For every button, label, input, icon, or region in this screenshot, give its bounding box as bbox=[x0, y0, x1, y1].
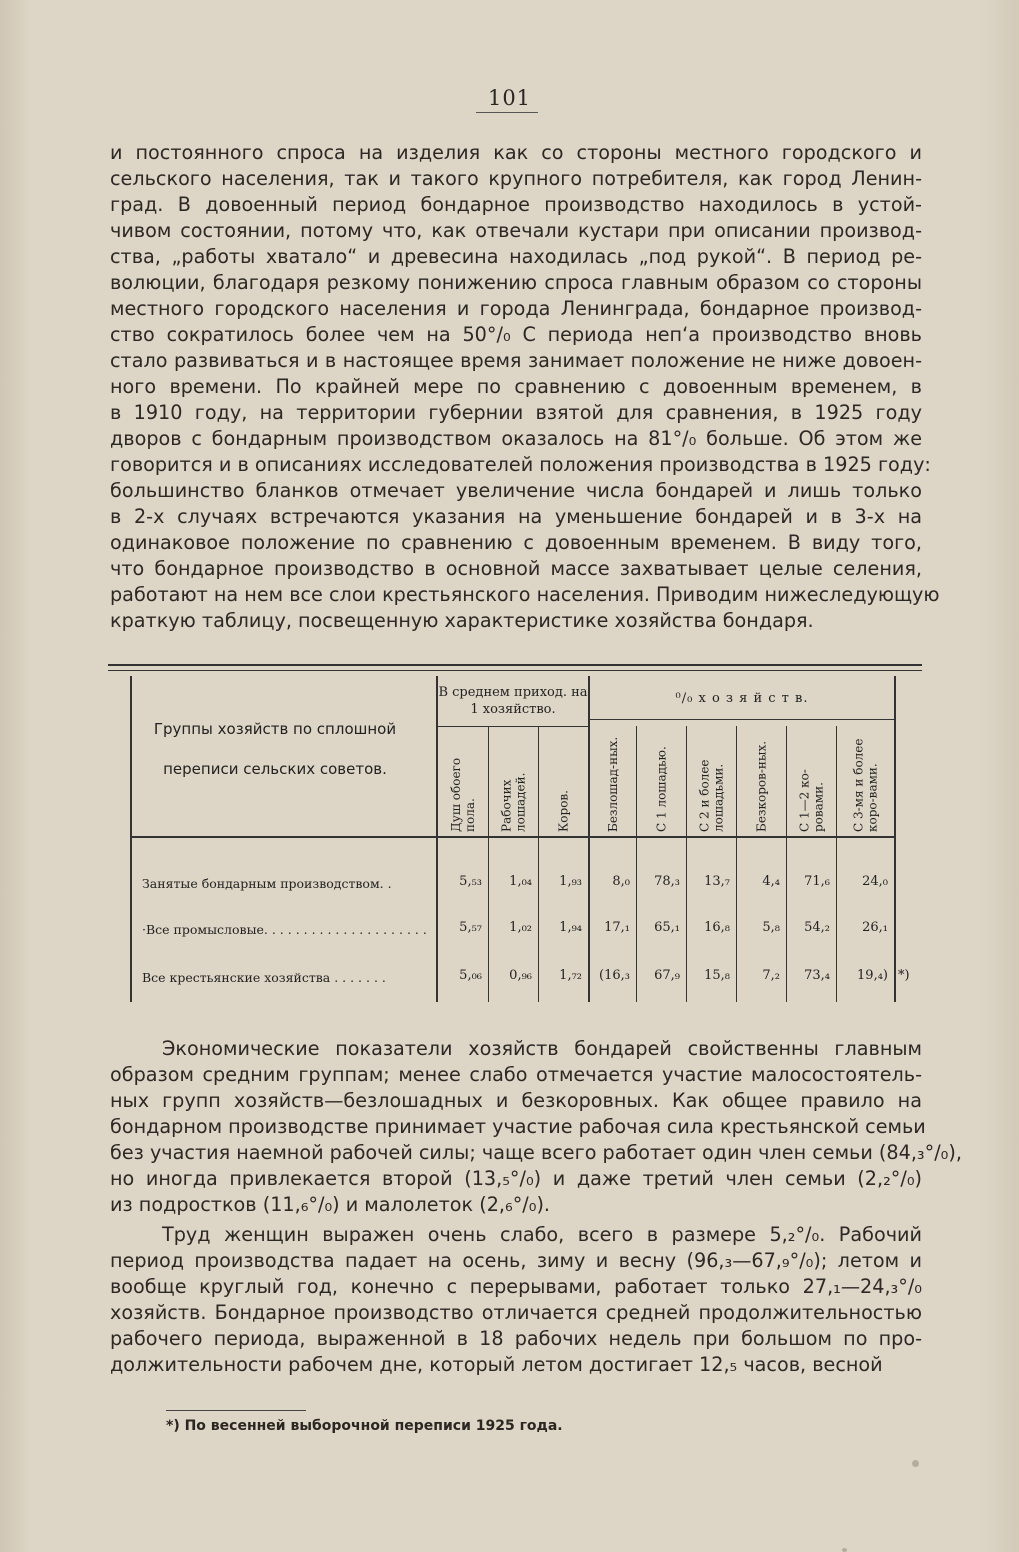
text-line: вообще круглый год, конечно с перерывами, работает только 27,₁—24,₃°/₀ bbox=[110, 1275, 922, 1298]
table-cell: 24,₀ bbox=[862, 874, 888, 889]
column-header: С 1—2 ко-ровами. bbox=[797, 769, 826, 832]
table-cell: 71,₆ bbox=[804, 874, 830, 889]
text-line: ного времени. По крайней мере по сравнению с довоенным временем, в bbox=[110, 375, 922, 398]
table-vline bbox=[636, 726, 637, 1002]
text-line: хозяйств. Бондарное производство отличается средней продолжительностью bbox=[110, 1301, 922, 1324]
text-line: работают на нем все слои крестьянского населения. Приводим нижеследующую bbox=[110, 583, 940, 606]
text-line: ство сократилось более чем на 50°/₀ С периода неп‘а производство вновь bbox=[110, 323, 922, 346]
table-cell: 1,₀₂ bbox=[509, 920, 532, 935]
text-line: ных групп хозяйств—безлошадных и безкоровных. Как общее правило на bbox=[110, 1089, 922, 1112]
table-cell: 16,₈ bbox=[704, 920, 730, 935]
row-label: ·Все промысловые. . . . . . . . . . . . . . . . . . . . . bbox=[142, 922, 427, 937]
table-cell: 67,₉ bbox=[654, 968, 680, 983]
text-line: но иногда привлекается второй (13,₅°/₀) и даже третий член семьи (2,₂°/₀) bbox=[110, 1167, 922, 1190]
text-line: бондарном производстве принимает участие рабочая сила крестьянской семьи bbox=[110, 1115, 926, 1138]
table-vline bbox=[488, 726, 489, 1002]
table-cell: 26,₁ bbox=[862, 920, 888, 935]
row-label: Все крестьянские хозяйства . . . . . . . bbox=[142, 970, 386, 985]
column-header: Коров. bbox=[556, 790, 571, 832]
table-cell: 8,₀ bbox=[612, 874, 630, 889]
table-cell: 19,₄) bbox=[857, 968, 888, 983]
paragraph-economics bbox=[110, 1036, 962, 1218]
text-line: одинаковое положение по сравнению с довоенным временем. В виду того, bbox=[110, 531, 922, 554]
table-vline bbox=[538, 726, 539, 1002]
group-header-line: переписи сельских советов. bbox=[163, 760, 387, 778]
column-header: Рабочих лошадей. bbox=[499, 772, 528, 832]
average-per-household-header: В среднем приход. на 1 хозяйство. bbox=[438, 685, 588, 717]
table-vline bbox=[786, 726, 787, 1002]
table-vline bbox=[686, 726, 687, 1002]
table-cell: 65,₁ bbox=[654, 920, 680, 935]
table-cell: 1,₉₃ bbox=[559, 874, 582, 889]
text-line: дворов с бондарным производством оказалось на 81°/₀ больше. Об этом же bbox=[110, 427, 922, 450]
column-header: С 3-мя и более коро-вами. bbox=[851, 738, 880, 832]
row-label: Занятые бондарным производством. . bbox=[142, 876, 392, 891]
table-vline bbox=[588, 676, 590, 1002]
text-line: и постоянного спроса на изделия как со стороны местного городского и bbox=[110, 141, 922, 164]
percent-households-header: ⁰/₀ х о з я й с т в. bbox=[675, 691, 809, 706]
page-number-rule bbox=[476, 112, 538, 113]
column-header: С 2 и более лошадьми. bbox=[697, 759, 726, 832]
table-cell: 4,₄ bbox=[762, 874, 780, 889]
paragraph-labor bbox=[110, 1222, 922, 1378]
text-line: волюции, благодаря резкому понижению спроса главным образом со стороны bbox=[110, 271, 922, 294]
table-cell: 1,₇₂ bbox=[559, 968, 582, 983]
table-vline bbox=[436, 676, 438, 1002]
table-cell: 7,₂ bbox=[762, 968, 780, 983]
text-line: без участия наемной рабочей силы; чаще всего работает один член семьи (84,₃°/₀), bbox=[110, 1141, 962, 1164]
text-line: стало развиваться и в настоящее время занимает положение не ниже довоен- bbox=[110, 349, 922, 372]
table-cell: 5,₅₇ bbox=[459, 920, 482, 935]
column-header: Безлошад-ных. bbox=[606, 736, 620, 832]
group-header-cell bbox=[130, 709, 420, 789]
table-cell: 5,₀₆ bbox=[459, 968, 482, 983]
text-line: должительности рабочем дне, который летом достигает 12,₅ часов, весной bbox=[110, 1353, 883, 1376]
text-line: в 1910 году, на территории губернии взятой для сравнения, в 1925 году bbox=[110, 401, 922, 424]
text-line: образом средним группам; менее слабо отмечается участие малосостоятель- bbox=[110, 1063, 922, 1086]
footnote-rule bbox=[166, 1410, 306, 1411]
table-cell: 15,₈ bbox=[704, 968, 730, 983]
text-line: Экономические показатели хозяйств бондарей свойственны главным bbox=[162, 1037, 922, 1060]
table-cell: 73,₄ bbox=[804, 968, 830, 983]
household-table bbox=[108, 664, 922, 1004]
text-line: период производства падает на осень, зиму и весну (96,₃—67,₉°/₀); летом и bbox=[110, 1249, 922, 1272]
text-line: говорится и в описаниях исследователей положения производства в 1925 году: bbox=[110, 453, 931, 476]
page-number: 101 bbox=[487, 86, 532, 110]
table-cell: 0,₉₆ bbox=[509, 968, 532, 983]
text-line: чивом состоянии, потому что, как отвечали кустари при описании производ- bbox=[110, 219, 922, 242]
column-header: Душ обоего пола. bbox=[449, 757, 477, 832]
footnote: *) По весенней выборочной переписи 1925 года. bbox=[166, 1418, 563, 1434]
text-line: местного городского населения и города Ленинграда, бондарное производ- bbox=[110, 297, 922, 320]
table-cell: 17,₁ bbox=[604, 920, 630, 935]
table-cell: 13,₇ bbox=[704, 874, 730, 889]
group-header-line: Группы хозяйств по сплошной bbox=[153, 720, 397, 738]
table-cell: 5,₅₃ bbox=[459, 874, 482, 889]
text-line: град. В довоенный период бондарное производство находилось в устой- bbox=[110, 193, 922, 216]
table-vline bbox=[894, 676, 896, 1002]
column-header: С 1 лошадью. bbox=[654, 746, 669, 832]
table-cell: 5,₈ bbox=[762, 920, 780, 935]
table-hline bbox=[588, 719, 894, 720]
text-line: краткую таблицу, посвещенную характеристике хозяйства бондаря. bbox=[110, 609, 814, 632]
text-line: ства, „работы хватало“ и древесина находилась „под рукой“. В период ре- bbox=[110, 245, 922, 268]
paragraph-intro bbox=[110, 140, 940, 634]
column-header: Безкоров-ных. bbox=[754, 740, 769, 832]
paper-spot bbox=[912, 1460, 919, 1467]
text-line: что бондарное производство в основной массе захватывает целые селения, bbox=[110, 557, 922, 580]
footnote-mark: *) bbox=[898, 968, 910, 983]
text-line: рабочего периода, выраженной в 18 рабочих недель при большом по про- bbox=[110, 1327, 922, 1350]
table-top-rule bbox=[108, 664, 922, 671]
table-cell: 1,₉₄ bbox=[559, 920, 582, 935]
paper-spot bbox=[842, 1548, 847, 1552]
text-line: сельского населения, так и такого крупного потребителя, как город Ленин- bbox=[110, 167, 922, 190]
table-cell: 1,₀₄ bbox=[509, 874, 532, 889]
table-vline bbox=[836, 726, 837, 1002]
text-line: из подростков (11,₆°/₀) и малолеток (2,₆°/₀). bbox=[110, 1193, 551, 1216]
table-header-rule bbox=[132, 836, 894, 838]
table-hline bbox=[436, 726, 588, 727]
table-vline bbox=[736, 726, 737, 1002]
text-line: Труд женщин выражен очень слабо, всего в размере 5,₂°/₀. Рабочий bbox=[162, 1223, 922, 1246]
table-cell: 54,₂ bbox=[804, 920, 830, 935]
text-line: в 2-х случаях встречаются указания на уменьшение бондарей и в 3-х на bbox=[110, 505, 922, 528]
text-line: большинство бланков отмечает увеличение числа бондарей и лишь только bbox=[110, 479, 922, 502]
table-cell: (16,₃ bbox=[599, 968, 630, 983]
table-cell: 78,₃ bbox=[654, 874, 680, 889]
